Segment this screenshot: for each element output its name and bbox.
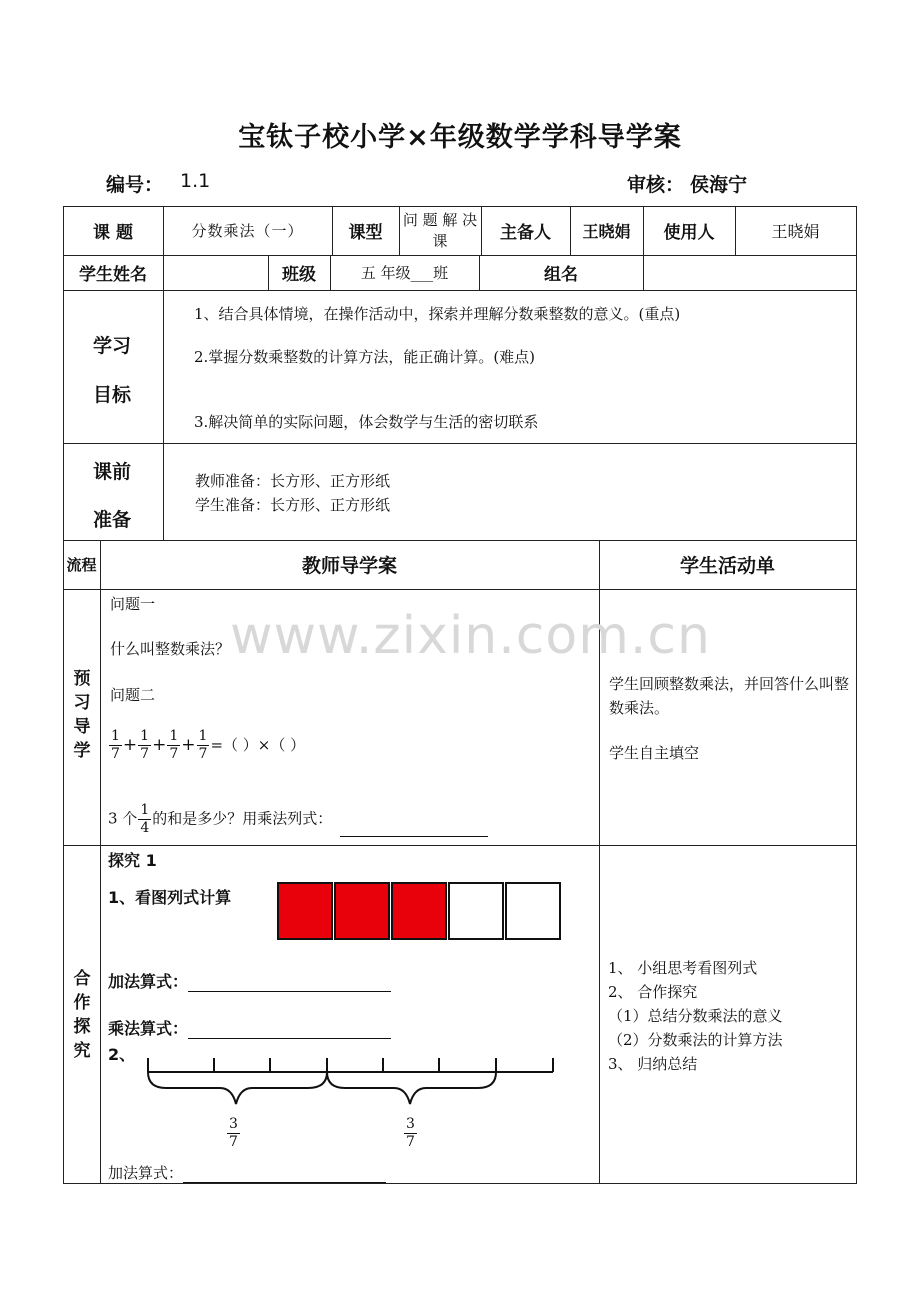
brace-fraction-left: $\frac{3}{7}$ (229, 1116, 238, 1150)
student-activity-header: 学生活动单 (679, 555, 775, 577)
fraction-sum-equation: $\frac{1}{7}$ + $\frac{1}{7}$ + $\frac{1}{7}$ + $\frac{1}{7}$ =（ ）×（ ） (111, 728, 306, 762)
student-name-field[interactable] (163, 255, 268, 290)
explore-label: 合作探究 (73, 969, 91, 1061)
task-two: 2、 (108, 1045, 136, 1064)
empty-square (505, 882, 561, 940)
preview-label: 预习导学 (73, 669, 91, 761)
number-label: 编号： (106, 174, 164, 196)
empty-square (448, 882, 504, 940)
student-explore-item: 1、 小组思考看图列式 (608, 959, 758, 977)
addition-blank[interactable] (188, 991, 391, 992)
multiplication-label: 乘法算式： (108, 1016, 391, 1039)
task-one: 1、看图列式计算 (108, 888, 232, 907)
student-explore-item: 3、 归纳总结 (608, 1055, 698, 1073)
document-title: 宝钛子校小学×年级数学学科导学案 (238, 122, 682, 153)
answer-blank[interactable] (340, 836, 488, 837)
question-three: 3 个 $\frac{1}{4}$ 的和是多少？用乘法列式： (108, 802, 488, 837)
addition-label-2: 加法算式： (108, 1162, 386, 1183)
fraction: $\frac{1}{7}$ (169, 728, 179, 762)
topic-value: 分数乘法（一） (191, 222, 304, 240)
multiplication-blank[interactable] (188, 1038, 391, 1039)
fraction: $\frac{1}{4}$ (140, 802, 150, 836)
fraction: $\frac{1}{7}$ (140, 728, 150, 762)
objectives-label-2: 目标 (93, 384, 132, 406)
student-explore-item: （1）总结分数乘法的意义 (608, 1007, 783, 1025)
preparer-label: 主备人 (500, 223, 551, 243)
student-explore-item: （2）分数乘法的计算方法 (608, 1031, 783, 1049)
objective-item: 3.解决简单的实际问题，体会数学与生活的密切联系 (194, 413, 539, 431)
group-label: 组名 (544, 265, 578, 285)
watermark: www.zixin.com.cn (230, 606, 711, 666)
prep-label-2: 准备 (93, 509, 132, 531)
user-value: 王晓娟 (771, 222, 820, 241)
teacher-prep: 教师准备：长方形、正方形纸 (195, 472, 391, 490)
filled-square (334, 882, 390, 940)
objective-item: 2.掌握分数乘整数的计算方法，能正确计算。(难点) (194, 348, 536, 366)
fraction: $\frac{1}{7}$ (198, 728, 208, 762)
teacher-plan-header: 教师导学案 (301, 555, 397, 577)
class-value: 五 年级___班 (360, 264, 449, 282)
explore-heading: 探究 1 (108, 851, 157, 870)
review-value: 侯海宁 (690, 174, 748, 196)
type-label: 课型 (348, 223, 383, 243)
prep-label-1: 课前 (93, 461, 132, 483)
group-field[interactable] (643, 255, 856, 290)
objectives-label-1: 学习 (93, 335, 132, 357)
fraction: $\frac{1}{7}$ (111, 728, 120, 762)
question-two-title: 问题二 (110, 686, 156, 704)
question-one-title: 问题一 (110, 595, 156, 613)
class-label: 班级 (282, 265, 316, 285)
number-value: 1.1 (180, 170, 211, 192)
addition-label: 加法算式： (108, 969, 391, 992)
topic-label: 课 题 (93, 223, 133, 243)
user-label: 使用人 (663, 223, 715, 243)
student-activity-review: 学生回顾整数乘法，并回答什么叫整数乘法。 (609, 675, 850, 717)
review-label: 审核： (627, 174, 685, 196)
student-prep: 学生准备：长方形、正方形纸 (195, 496, 391, 514)
flow-label: 流程 (66, 555, 97, 574)
objective-item: 1、结合具体情境，在操作活动中，探索并理解分数乘整数的意义。(重点) (194, 305, 681, 323)
filled-square (391, 882, 447, 940)
brace-fraction-right: $\frac{3}{7}$ (406, 1116, 415, 1150)
addition-blank-2[interactable] (183, 1182, 386, 1183)
student-explore-item: 2、 合作探究 (608, 983, 698, 1001)
question-one-text: 什么叫整数乘法？ (110, 640, 231, 658)
student-activity-fill: 学生自主填空 (609, 744, 700, 762)
preparer-value: 王晓娟 (582, 222, 631, 241)
filled-square (277, 882, 333, 940)
number-line-braces (140, 1052, 565, 1112)
student-name-label: 学生姓名 (79, 265, 147, 285)
type-value: 问 题 解 决课 (402, 210, 478, 250)
